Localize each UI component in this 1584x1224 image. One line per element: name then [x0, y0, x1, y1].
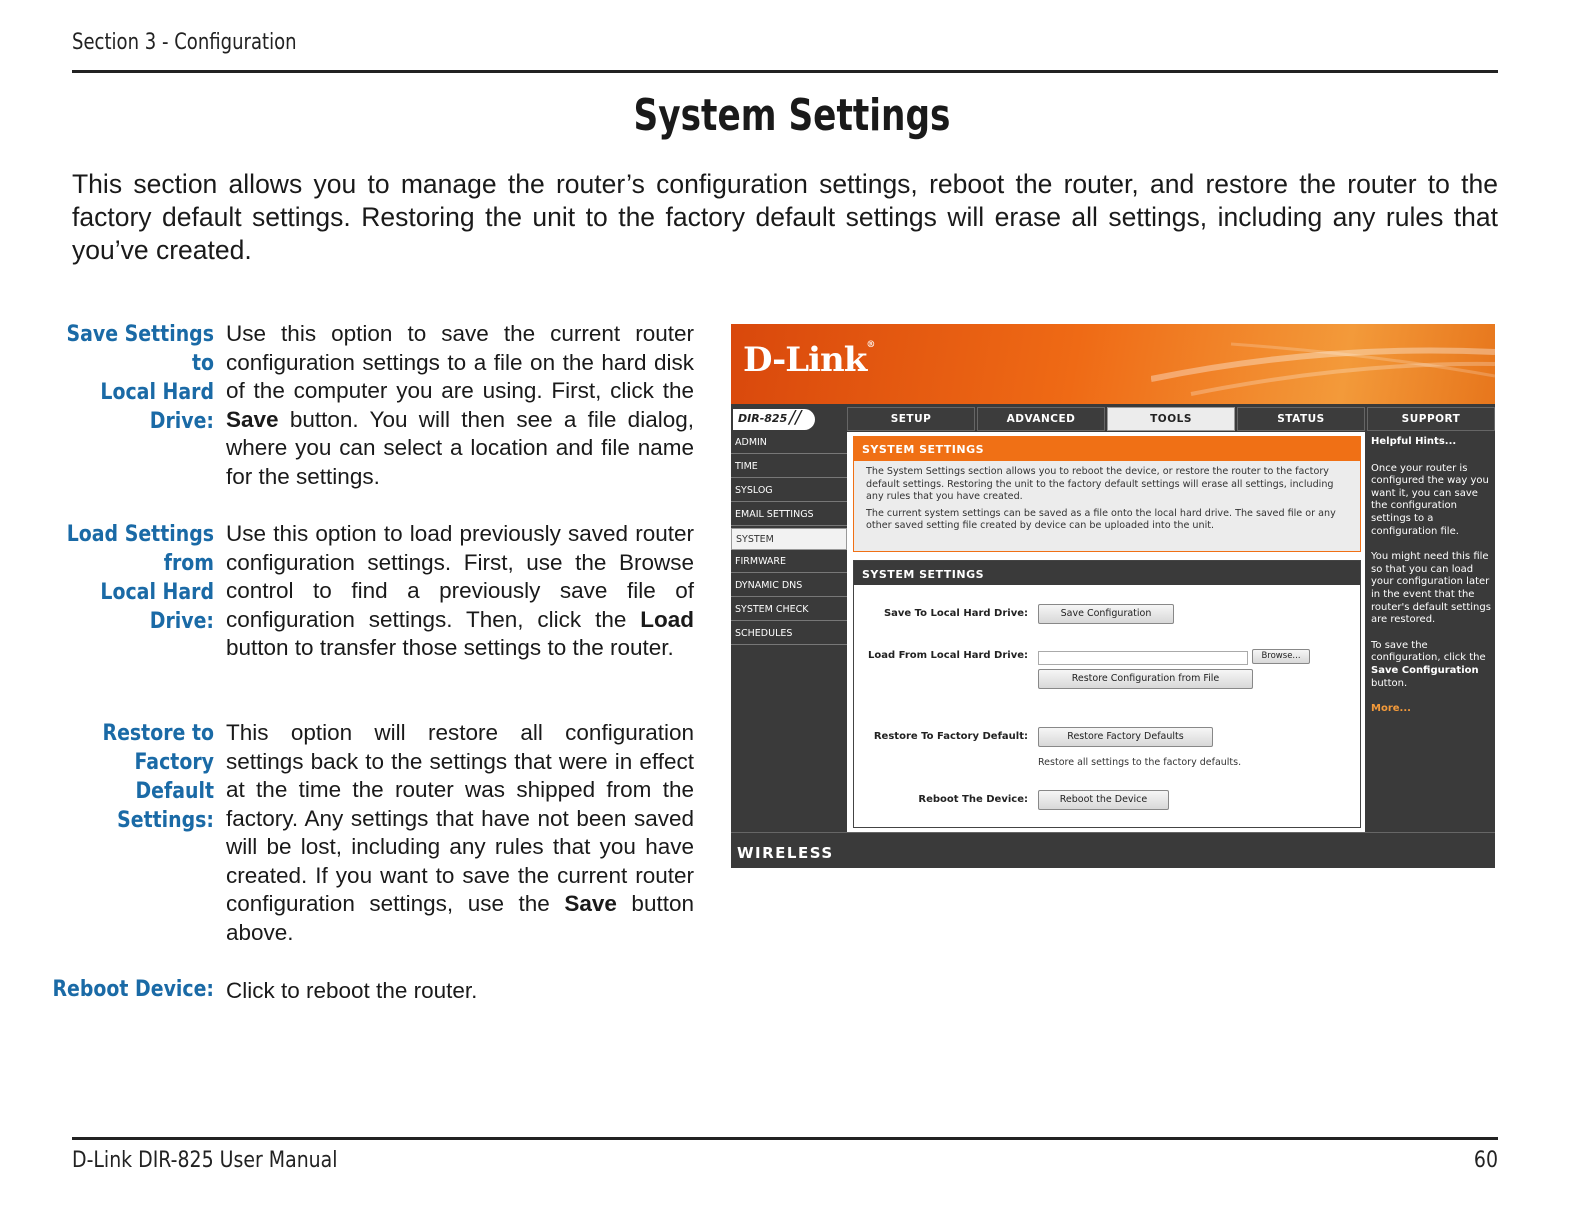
sidebar-item-schedules[interactable]: SCHEDULES	[731, 623, 847, 645]
sidebar-item-system[interactable]: SYSTEM	[731, 528, 847, 550]
banner-swoosh	[1151, 324, 1495, 404]
desc-load-settings	[226, 520, 694, 663]
intro-paragraph: This section allows you to manage the router’s configuration settings, reboot the router, and restore the router to the factory default settings. Restoring the unit to the factory default settings will erase all settings, including any rules that you’ve created.	[72, 169, 1498, 265]
term-restore-factory	[42, 719, 214, 835]
main-content	[847, 432, 1365, 832]
dlink-logo: D-Link®	[743, 340, 875, 380]
bottom-divider	[72, 1137, 1498, 1140]
term-line: Load Settings from	[66, 522, 214, 576]
desc-bold: Save	[226, 406, 279, 432]
form-title: SYSTEM SETTINGS	[854, 561, 1360, 585]
model-label: DIR-825	[733, 409, 815, 430]
router-ui-screenshot	[731, 324, 1495, 868]
sidebar-item-system-check[interactable]: SYSTEM CHECK	[731, 599, 847, 621]
hint-fragment: button.	[1371, 677, 1408, 689]
term-line: Default Settings:	[117, 779, 214, 833]
info-panel-title: SYSTEM SETTINGS	[854, 437, 1360, 461]
desc-text: button. You will then see a file dialog, where you can select a location and file name for the settings.	[226, 406, 694, 489]
sidebar-item-syslog[interactable]: SYSLOG	[731, 480, 847, 502]
desc-text: This option will restore all configuration settings back to the settings that were in effect at the time the router was shipped from the factory. Any settings that have not been saved will be lost, including any rules that you have created. If you want to save the current router configuration settings, use the	[226, 720, 694, 916]
hint-text: Once your router is configured the way you want it, you can save the configuration settings to a configuration file.	[1371, 462, 1489, 537]
term-line: Save Settings to	[66, 322, 215, 376]
reboot-label: Reboot The Device:	[918, 794, 1028, 805]
desc-text: Use this option to load previously saved router configuration settings. First, use the Browse control to find a previously save file of configuration settings. Then, click the	[226, 521, 694, 632]
section-header: Section 3 - Configuration	[72, 30, 297, 55]
browse-button[interactable]: Browse...	[1252, 649, 1310, 664]
factory-note: Restore all settings to the factory defaults.	[1038, 757, 1242, 768]
hint-fragment: To save the configuration, click the	[1371, 639, 1486, 664]
desc-reboot-device: Click to reboot the router.	[226, 978, 478, 1003]
hint-bold: Save Configuration	[1371, 664, 1479, 676]
save-configuration-button[interactable]: Save Configuration	[1038, 604, 1174, 624]
tab-setup[interactable]: SETUP	[847, 407, 975, 431]
desc-text: button to transfer those settings to the router.	[226, 635, 674, 660]
hints-title: Helpful Hints...	[1371, 436, 1457, 447]
sidebar-item-dynamic-dns[interactable]: DYNAMIC DNS	[731, 575, 847, 597]
desc-save-settings	[226, 320, 694, 491]
term-line: Restore to Factory	[102, 721, 214, 775]
helpful-hints-panel	[1367, 432, 1495, 832]
load-label: Load From Local Hard Drive:	[868, 650, 1028, 661]
top-nav	[731, 406, 1495, 432]
desc-bold: Load	[640, 606, 694, 632]
desc-text: Use this option to save the current router configuration settings to a file on the hard disk of the computer you are using. First, click the	[226, 321, 694, 403]
wireless-logo: WIRELESS	[737, 844, 834, 862]
tab-status[interactable]: STATUS	[1237, 407, 1365, 431]
more-link[interactable]: More...	[1371, 703, 1411, 715]
top-divider	[72, 70, 1498, 73]
sidebar-item-time[interactable]: TIME	[731, 456, 847, 478]
term-line: Local Hard Drive:	[100, 580, 214, 634]
system-settings-form	[853, 560, 1361, 828]
model-slash-icon: //	[789, 407, 802, 428]
page-number: 60	[1473, 1148, 1498, 1173]
term-save-settings	[42, 320, 214, 436]
ui-footer	[731, 832, 1495, 868]
info-paragraph: The current system settings can be saved as a file onto the local hard drive. The saved file or any other saved setting file created by device can be uploaded into the unit.	[866, 507, 1336, 531]
reboot-device-button[interactable]: Reboot the Device	[1038, 790, 1169, 810]
tab-support[interactable]: SUPPORT	[1367, 407, 1495, 431]
hint-text	[1371, 640, 1491, 690]
term-reboot-device	[42, 975, 214, 1004]
save-label: Save To Local Hard Drive:	[883, 608, 1028, 619]
logo-text: D-Link	[743, 340, 867, 380]
term-load-settings	[42, 520, 214, 636]
desc-restore-factory	[226, 719, 694, 947]
term-line: Reboot Device:	[52, 977, 214, 1002]
sidebar-item-firmware[interactable]: FIRMWARE	[731, 551, 847, 573]
term-line: Local Hard Drive:	[100, 380, 214, 434]
info-panel-text	[854, 461, 1360, 533]
sidebar-item-email-settings[interactable]: EMAIL SETTINGS	[731, 504, 847, 526]
factory-label: Restore To Factory Default:	[873, 731, 1028, 742]
dlink-banner	[731, 324, 1495, 404]
page-title: System Settings	[633, 90, 951, 141]
desc-bold: Save	[564, 891, 617, 916]
tab-tools[interactable]: TOOLS	[1107, 407, 1235, 431]
config-file-input[interactable]	[1038, 651, 1248, 665]
restore-configuration-button[interactable]: Restore Configuration from File	[1038, 669, 1253, 689]
desc-text: button above.	[226, 891, 694, 945]
info-panel	[853, 436, 1361, 552]
sidebar-item-admin[interactable]: ADMIN	[731, 432, 847, 454]
sidebar	[731, 432, 847, 647]
tab-advanced[interactable]: ADVANCED	[977, 407, 1105, 431]
hint-text: You might need this file so that you can load your configuration later in the event that the router's default settings are restored.	[1371, 551, 1491, 626]
footer-manual-title: D-Link DIR-825 User Manual	[72, 1148, 338, 1173]
info-paragraph: The System Settings section allows you to reboot the device, or restore the router to the factory default settings. Restoring the unit to the factory default settings will erase all settings, including any rules that you have created.	[866, 466, 1334, 502]
restore-factory-defaults-button[interactable]: Restore Factory Defaults	[1038, 727, 1213, 747]
